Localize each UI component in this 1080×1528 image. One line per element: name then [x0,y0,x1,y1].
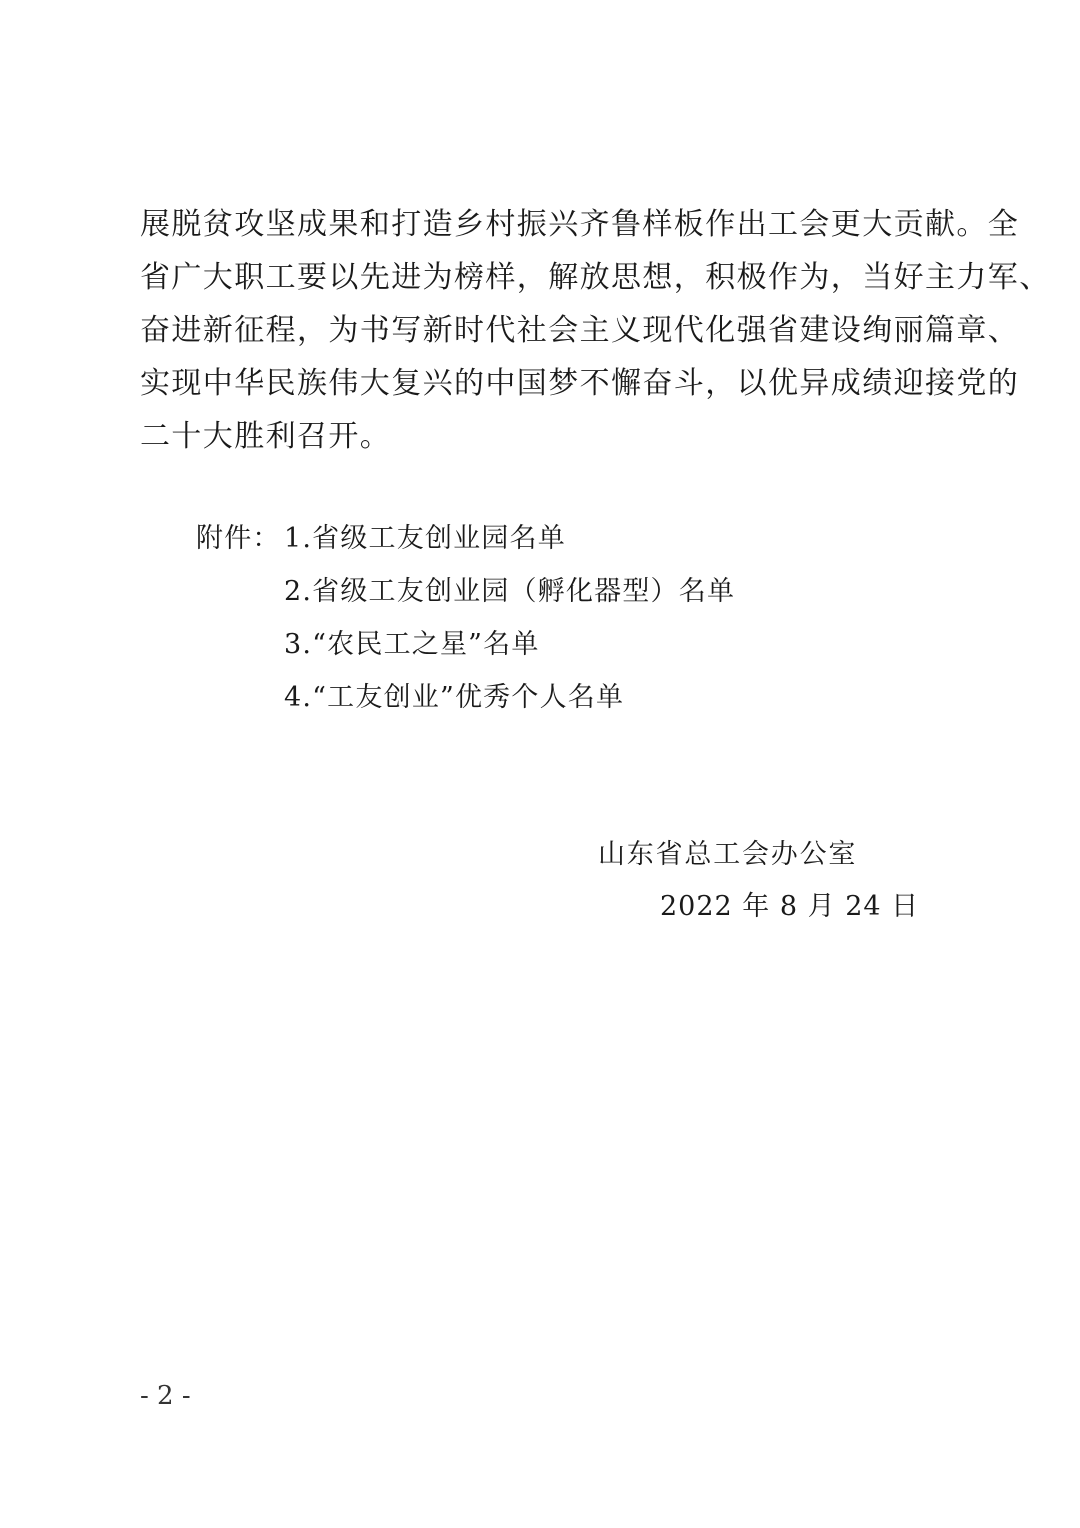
attachments-list [196,512,896,724]
attachment-item-text: 4.“工友创业”优秀个人名单 [284,682,625,713]
issue-date: 2022 年 8 月 24 日 [660,891,920,922]
attachment-item [196,512,896,565]
signature-block [560,832,920,930]
attachment-item [196,565,896,618]
body-line: 奋进新征程，为书写新时代社会主义现代化强省建设绚丽篇章、 [140,313,1020,348]
attachment-item-text: 1.省级工友创业园名单 [284,523,566,554]
body-line: 省广大职工要以先进为榜样，解放思想，积极作为，当好主力军、 [140,260,1051,295]
attachment-item [196,671,896,724]
issuing-organization: 山东省总工会办公室 [598,839,858,870]
page-number: - 2 - [140,1381,191,1411]
body-line: 展脱贫攻坚成果和打造乡村振兴齐鲁样板作出工会更大贡献。全 [140,207,1020,242]
attachment-item-text: 2.省级工友创业园（孵化器型）名单 [284,576,736,607]
attachment-item [196,618,896,671]
attachments-label: 附件： [196,523,281,554]
body-line: 实现中华民族伟大复兴的中国梦不懈奋斗，以优异成绩迎接党的 [140,366,1020,401]
attachment-item-text: 3.“农民工之星”名单 [284,629,540,660]
body-line: 二十大胜利召开。 [140,419,392,454]
body-paragraph [140,198,1051,463]
